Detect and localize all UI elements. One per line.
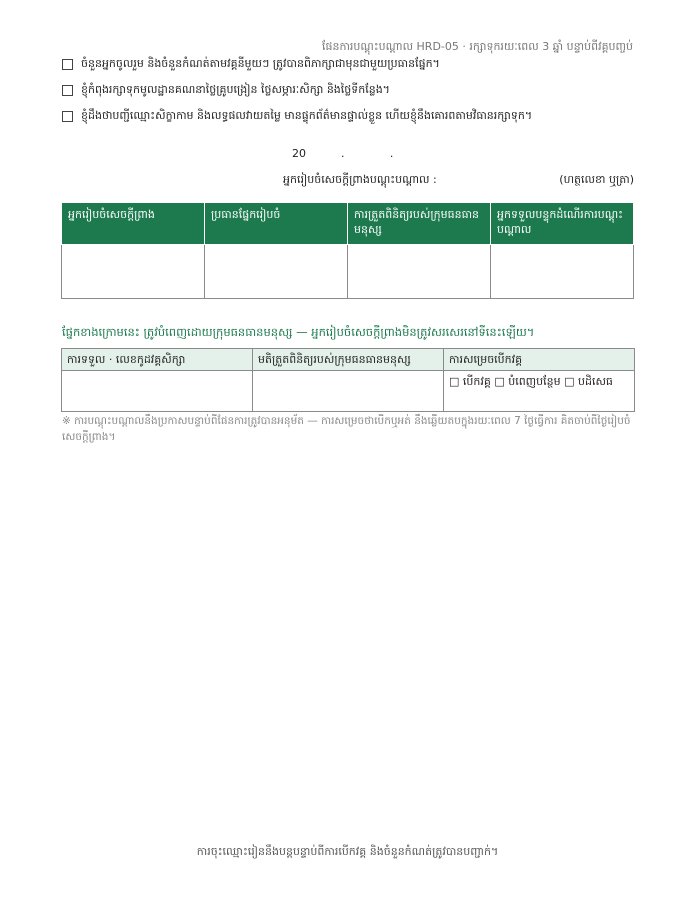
hr-receipt-code-cell[interactable]	[62, 371, 253, 412]
confirmation-checklist	[62, 57, 642, 135]
date-line[interactable]: 20 . .	[292, 147, 394, 160]
footnote: ※ ការបណ្តុះបណ្តាលនឹងប្រកាសបន្ទាប់ពីផែនការត្រូវបានអនុម័ត — ការសម្រេចថាបើកឬអត់ នឹងឆ្លើយតបក្នុងរយៈពេល 7 ថ្ងៃធ្វើការ គិតចាប់ពីថ្ងៃរៀបចំសេចក្តីព្រាង។	[62, 415, 631, 443]
signature-hint: (ហត្ថលេខា ឬត្រា)	[559, 173, 634, 186]
hr-header-cell: មតិត្រួតពិនិត្យរបស់ក្រុមធនធានមនុស្ស	[253, 349, 444, 371]
checkbox-icon[interactable]	[62, 59, 73, 70]
decision-option-reject[interactable]: □ បដិសេធ	[564, 375, 613, 388]
approval-header-row	[62, 203, 634, 245]
approval-header-cell: ការត្រួតពិនិត្យរបស់ក្រុមធនធានមនុស្ស	[348, 203, 491, 245]
hr-header-row	[62, 349, 635, 371]
hr-header-cell: ការទទួល · លេខកូដវគ្គសិក្សា	[62, 349, 253, 371]
hr-header-cell: ការសម្រេចបើកវគ្គ	[444, 349, 635, 371]
checklist-item[interactable]	[62, 109, 642, 123]
checklist-item[interactable]	[62, 57, 642, 71]
checklist-item-label: ចំនួនអ្នកចូលរួម និងចំនួនកំណត់តាមវគ្គនីមួយៗ ត្រូវបានពិភាក្សាជាមុនជាមួយប្រធានផ្នែក។	[81, 57, 440, 70]
page-footer: ការចុះឈ្មោះរៀននឹងបន្តបន្ទាប់ពីការបើកវគ្គ និងចំនួនកំណត់ត្រូវបានបញ្ជាក់។	[196, 845, 499, 858]
approval-table	[61, 202, 634, 299]
checklist-item-label: ខ្ញុំដឹងថាបញ្ជីឈ្មោះសិក្ខាកាម និងលទ្ធផលវាយតម្លៃ មានផ្ទុកព័ត៌មានផ្ទាល់ខ្លួន ហើយខ្ញុំនឹងគោរពតាមវិធានរក្សាទុក។	[81, 109, 533, 122]
approval-signature-row	[62, 245, 634, 299]
decision-option-open[interactable]: □ បើកវគ្គ	[449, 375, 491, 388]
hr-decision-cell	[444, 371, 635, 412]
approval-signature-cell[interactable]	[62, 245, 205, 299]
checklist-item-label: ខ្ញុំកំពុងរក្សាទុកមូលដ្ឋានគណនាថ្លៃគ្រូបង្រៀន ថ្លៃសម្ភារៈសិក្សា និងថ្លៃទីកន្លែង។	[81, 83, 390, 96]
hr-section-heading: ផ្នែកខាងក្រោមនេះ ត្រូវបំពេញដោយក្រុមធនធានមនុស្ស — អ្នករៀបចំសេចក្តីព្រាងមិនត្រូវសរសេរនៅទីនេះឡើយ។	[62, 325, 535, 339]
checkbox-icon[interactable]	[62, 85, 73, 96]
hr-review-table	[61, 348, 635, 412]
approval-header-cell: អ្នកទទួលបន្ទុកដំណើរការបណ្តុះបណ្តាល	[491, 203, 634, 245]
approval-header-cell: អ្នករៀបចំសេចក្តីព្រាង	[62, 203, 205, 245]
hr-entry-row	[62, 371, 635, 412]
document-header-note: ផែនការបណ្តុះបណ្តាល HRD-05 · រក្សាទុករយៈពេល 3 ឆ្នាំ បន្ទាប់ពីវគ្គបញ្ចប់	[322, 40, 633, 53]
checkbox-icon[interactable]	[62, 111, 73, 122]
approval-signature-cell[interactable]	[205, 245, 348, 299]
approval-signature-cell[interactable]	[491, 245, 634, 299]
approval-header-cell: ប្រធានផ្នែករៀបចំ	[205, 203, 348, 245]
hr-review-comment-cell[interactable]	[253, 371, 444, 412]
decision-option-supplement[interactable]: □ បំពេញបន្ថែម	[494, 375, 561, 388]
signature-label: អ្នករៀបចំសេចក្តីព្រាងបណ្តុះបណ្តាល :	[283, 173, 437, 186]
checklist-item[interactable]	[62, 83, 642, 97]
approval-signature-cell[interactable]	[348, 245, 491, 299]
